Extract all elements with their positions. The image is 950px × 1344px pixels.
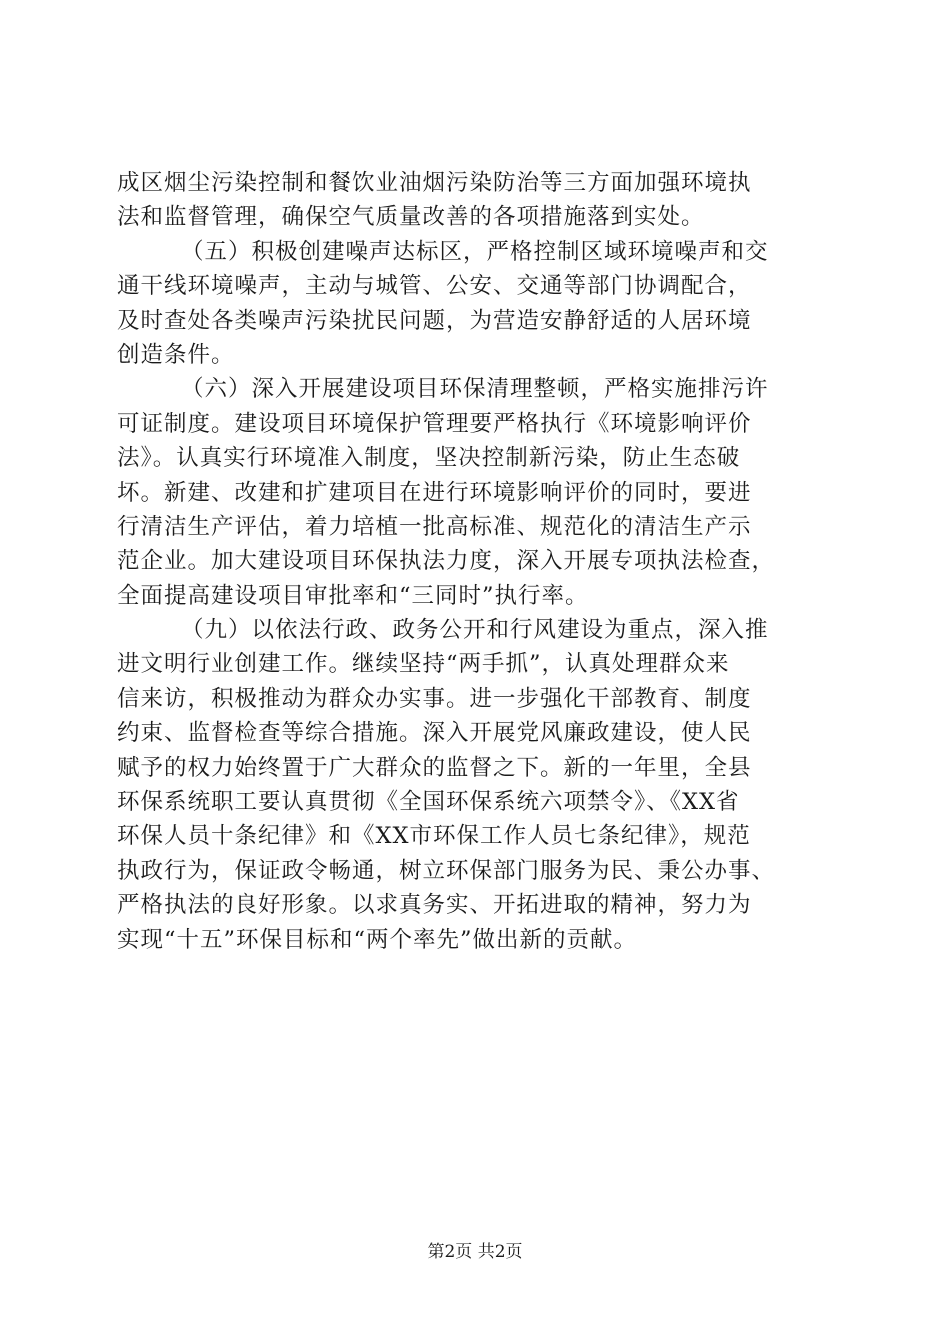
text-line: 信来访，积极推动为群众办实事。进一步强化干部教育、制度 [117,685,752,712]
text-line: 环保人员十条纪律》和《XX市环保工作人员七条纪律》，规范 [117,823,751,850]
text-line: 法》。认真实行环境准入制度，坚决控制新污染，防止生态破 [117,445,741,472]
text-line: 坏。新建、改建和扩建项目在进行环境影响评价的同时，要进 [117,479,752,506]
text-line: 范企业。加大建设项目环保执法力度，深入开展专项执法检查， [117,548,776,575]
text-line: （九）以依法行政、政务公开和行风建设为重点，深入推 [181,617,769,644]
text-line: 进文明行业创建工作。继续坚持“两手抓”，认真处理群众来 [117,651,730,678]
text-line: 可证制度。建设项目环境保护管理要严格执行《环境影响评价 [117,410,752,437]
text-line: 赋予的权力始终置于广大群众的监督之下。新的一年里，全县 [117,754,752,781]
text-line: 环保系统职工要认真贯彻《全国环保系统六项禁令》、《XX省 [117,789,740,816]
text-line: 约束、监督检查等综合措施。深入开展党风廉政建设，使人民 [117,720,752,747]
text-line: 成区烟尘污染控制和餐饮业油烟污染防治等三方面加强环境执 [117,170,752,196]
text-line: 法和监督管理，确保空气质量改善的各项措施落到实处。 [117,204,705,231]
text-line: 全面提高建设项目审批率和“三同时”执行率。 [117,582,589,609]
text-line: 实现“十五”环保目标和“两个率先”做出新的贡献。 [117,926,638,953]
text-line: （五）积极创建噪声达标区，严格控制区域环境噪声和交 [181,238,769,265]
text-line: 执政行为，保证政令畅通，树立环保部门服务为民、秉公办事、 [117,857,776,884]
page-footer: 第2页 共2页 [427,1242,523,1262]
text-line: 行清洁生产评估，着力培植一批高标准、规范化的清洁生产示 [117,513,752,540]
text-line: （六）深入开展建设项目环保清理整顿，严格实施排污许 [181,376,769,403]
document-body [117,166,837,957]
text-line: 严格执法的良好形象。以求真务实、开拓进取的精神，努力为 [117,892,752,919]
text-line: 创造条件。 [117,341,235,368]
text-line: 及时查处各类噪声污染扰民问题，为营造安静舒适的人居环境 [117,307,752,334]
text-line: 通干线环境噪声，主动与城管、公安、交通等部门协调配合， [117,273,752,300]
